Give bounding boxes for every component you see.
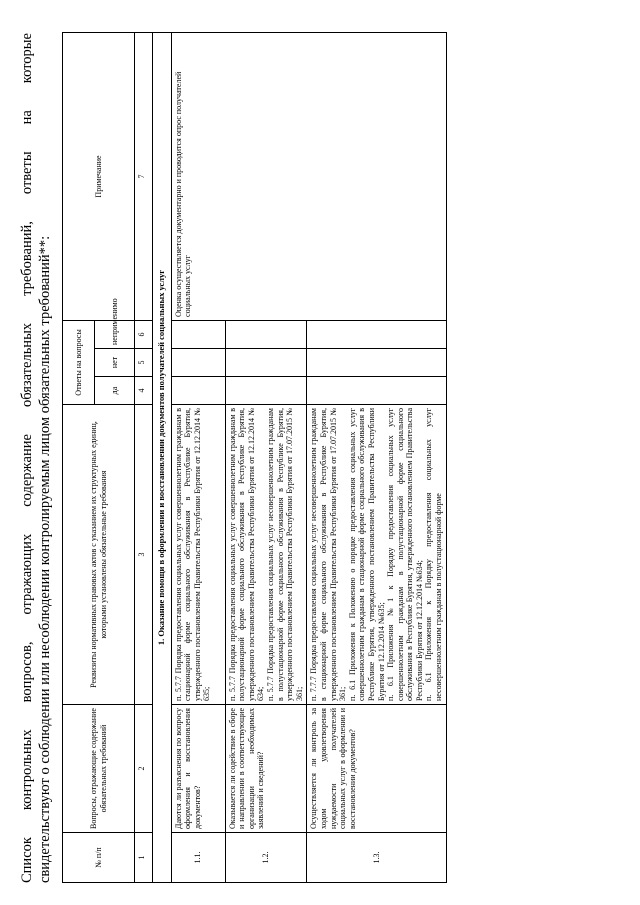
row-note: Оценка осуществляется документарно и проводится опрос получателей социальных услуг: [171, 32, 446, 320]
col-number: 4: [135, 377, 153, 405]
header-note: Примечание: [63, 32, 135, 320]
col-number: 5: [135, 349, 153, 377]
table-row: [171, 32, 225, 882]
column-numbers-row: [135, 32, 153, 882]
row-num: 1.1.: [171, 833, 225, 883]
header-na: неприменимо: [95, 320, 135, 348]
row-question: Осуществляется ли контроль за ходом удовлетворения нуждаемости получателей социальных услуг в оформлении и восстановлении документов?: [307, 705, 446, 833]
row-requisites: п. 7.7.7 Порядка предоставления социальных услуг несовершеннолетним гражданам в стационарной форме социального обслуживания в Республике Бурятия, утвержденного постановлением Правительства Республики Бурятия от 17.07.2015 № 361; п. 6.1 Приложения к Положению о порядке предоставления социальных услуг совершеннолетним гражданам в стационарной форме социального обслуживания в Республике Бурятия, утвержденного постановлением Правительства Республики Бурятия от 12.12.2014 №635; п. 6.1 Приложения №1 к Порядку предоставления социальных услуг совершеннолетним гражданам в полустационарной форме социального обслуживания в Республике Бурятия, утвержденного постановлением Правительства Республики Бурятия от 12.12.2014 №634; п. 6.1 Приложения к Порядку предоставления социальных услуг несовершеннолетним гражданам в полустационарной форме: [307, 405, 446, 705]
header-answers: Ответы на вопросы: [63, 320, 95, 404]
section-title: 1. Оказание помощи в оформлении и восстановлении документов получателей социальных услуг: [153, 32, 172, 882]
answer-no-cell[interactable]: [225, 349, 307, 377]
header-row: [63, 32, 95, 882]
answer-no-cell[interactable]: [171, 349, 225, 377]
col-number: 2: [135, 705, 153, 833]
title-line-2: свидетельствуют о соблюдении или несоблюдении контролируемым лицом обязательных требований**:: [37, 235, 53, 883]
row-num: 1.2.: [225, 833, 307, 883]
answer-yes-cell[interactable]: [307, 377, 446, 405]
col-number: 6: [135, 320, 153, 348]
header-requisites: Реквизиты нормативных правовых актов с указанием их структурных единиц, которыми установлены обязательные требования: [63, 405, 135, 705]
answer-yes-cell[interactable]: [225, 377, 307, 405]
header-yes: да: [95, 377, 135, 405]
document-title: [18, 33, 54, 883]
col-number: 1: [135, 833, 153, 883]
row-requisites: п. 5.7.7 Порядка предоставления социальных услуг совершеннолетним гражданам в полустационарной форме социального обслуживания в Республике Бурятия, утвержденного постановлением Правительства Республики Бурятия от 12.12.2014 № 634; п. 5.7.7 Порядка предоставления социальных услуг несовершеннолетним гражданам в полустационарной форме социального обслуживания в Республике Бурятия, утвержденного постановлением Правительства Республики Бурятия от 17.07.2015 № 361;: [225, 405, 307, 705]
col-number: 7: [135, 32, 153, 320]
col-number: 3: [135, 405, 153, 705]
title-line-1: Список контрольных вопросов, отражающих содержание обязательных требований, ответы на которые: [19, 33, 35, 883]
row-num: 1.3.: [307, 833, 446, 883]
answer-yes-cell[interactable]: [171, 377, 225, 405]
row-question: Оказывается ли содействие в сборе и направлении в соответствующие организации необходимых заявлений и сведений?: [225, 705, 307, 833]
requirements-table: [62, 32, 447, 883]
header-no: нет: [95, 349, 135, 377]
answer-na-cell[interactable]: [225, 320, 307, 348]
section-row: [153, 32, 172, 882]
header-num: № п/п: [63, 833, 135, 883]
answer-no-cell[interactable]: [307, 349, 446, 377]
row-requisites: п. 5.7.7 Порядка предоставления социальных услуг совершеннолетним гражданам в стационарной форме социального обслуживания в Республике Бурятия, утвержденного постановлением Правительства Республики Бурятия от 12.12.2014 № 635;: [171, 405, 225, 705]
header-question: Вопросы, отражающие содержание обязательных требований: [63, 705, 135, 833]
answer-na-cell[interactable]: [171, 320, 225, 348]
answer-na-cell[interactable]: [307, 320, 446, 348]
row-question: Даются ли разъяснения по вопросу оформления и восстановления документов?: [171, 705, 225, 833]
